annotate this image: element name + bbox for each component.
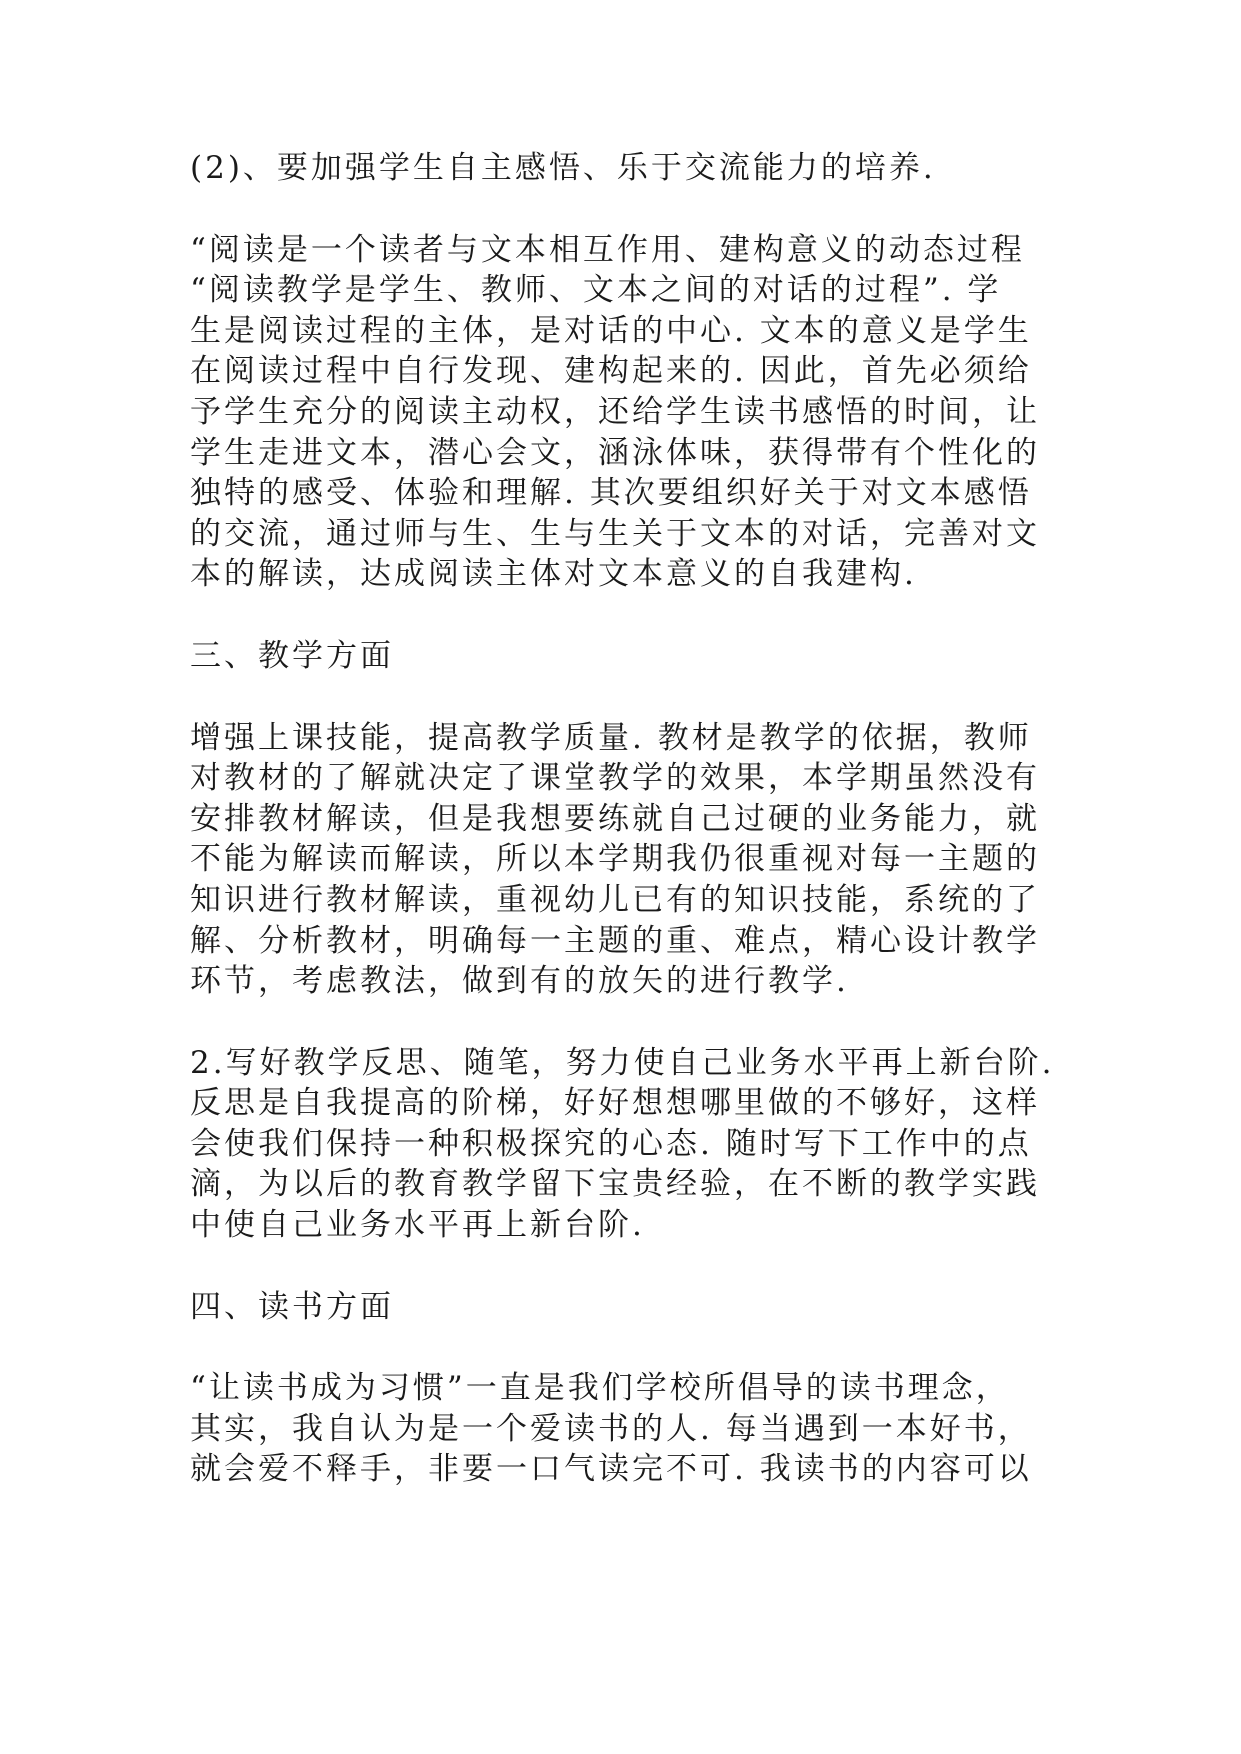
- text-line: 反思是自我提高的阶梯，好好想想哪里做的不够好，这样: [190, 1085, 1040, 1122]
- text-line: 学生走进文本，潜心会文，涵泳体味，获得带有个性化的: [190, 434, 1040, 471]
- text-line: 安排教材解读，但是我想要练就自己过硬的业务能力，就: [190, 800, 1040, 837]
- paragraph-reflection: [190, 1043, 1055, 1246]
- text-line: 对教材的了解就决定了课堂教学的效果，本学期虽然没有: [190, 760, 1040, 797]
- text-line: 三、教学方面: [190, 637, 394, 674]
- paragraph-gap: [190, 1002, 1050, 1043]
- paragraph-reading-books: [190, 1368, 1050, 1490]
- text-line: 解、分析教材，明确每一主题的重、难点，精心设计教学: [190, 922, 1040, 959]
- text-line: 在阅读过程中自行发现、建构起来的. 因此，首先必须给: [190, 353, 1032, 390]
- paragraph-gap: [190, 189, 1050, 230]
- heading-self-reflection: [190, 148, 1050, 189]
- text-line: 增强上课技能，提高教学质量. 教材是教学的依据，教师: [190, 719, 1032, 756]
- text-line: 不能为解读而解读，所以本学期我仍很重视对每一主题的: [190, 841, 1040, 878]
- paragraph-reading: [190, 230, 1050, 595]
- text-line: 本的解读，达成阅读主体对文本意义的自我建构.: [190, 556, 917, 593]
- paragraph-gap: [190, 1246, 1050, 1287]
- text-line: 滴，为以后的教育教学留下宝贵经验，在不断的教学实践: [190, 1166, 1040, 1203]
- text-line: 就会爱不释手，非要一口气读完不可. 我读书的内容可以: [190, 1451, 1032, 1488]
- text-line: “阅读是一个读者与文本相互作用、建构意义的动态过程: [190, 231, 1025, 268]
- text-line: 知识进行教材解读，重视幼儿已有的知识技能，系统的了: [190, 881, 1040, 918]
- paragraph-gap: [190, 595, 1050, 636]
- paragraph-gap: [190, 677, 1050, 718]
- text-line: “阅读教学是学生、教师、文本之间的对话的过程”. 学: [190, 272, 1002, 309]
- text-line: 会使我们保持一种积极探究的心态. 随时写下工作中的点: [190, 1125, 1032, 1162]
- text-line: 的交流，通过师与生、生与生关于文本的对话，完善对文: [190, 515, 1040, 552]
- text-line: 生是阅读过程的主体，是对话的中心. 文本的意义是学生: [190, 312, 1032, 349]
- document-page: [190, 148, 1055, 1490]
- text-line: 其实，我自认为是一个爱读书的人. 每当遇到一本好书，: [190, 1410, 1032, 1447]
- text-line: “让读书成为习惯”一直是我们学校所倡导的读书理念，: [190, 1370, 1010, 1407]
- paragraph-teaching: [190, 718, 1050, 1002]
- text-line: 环节，考虑教法，做到有的放矢的进行教学.: [190, 963, 849, 1000]
- text-line: 四、读书方面: [190, 1288, 394, 1325]
- text-line: (2)、要加强学生自主感悟、乐于交流能力的培养.: [190, 150, 936, 186]
- text-line: 独特的感受、体验和理解. 其次要组织好关于对文本感悟: [190, 475, 1032, 512]
- heading-teaching: [190, 636, 1050, 677]
- heading-reading-books: [190, 1287, 1050, 1328]
- text-line: 予学生充分的阅读主动权，还给学生读书感悟的时间，让: [190, 393, 1040, 430]
- text-line: 2.写好教学反思、随笔，努力使自己业务水平再上新台阶.: [190, 1044, 1055, 1081]
- text-line: 中使自己业务水平再上新台阶.: [190, 1207, 645, 1244]
- paragraph-gap: [190, 1327, 1050, 1368]
